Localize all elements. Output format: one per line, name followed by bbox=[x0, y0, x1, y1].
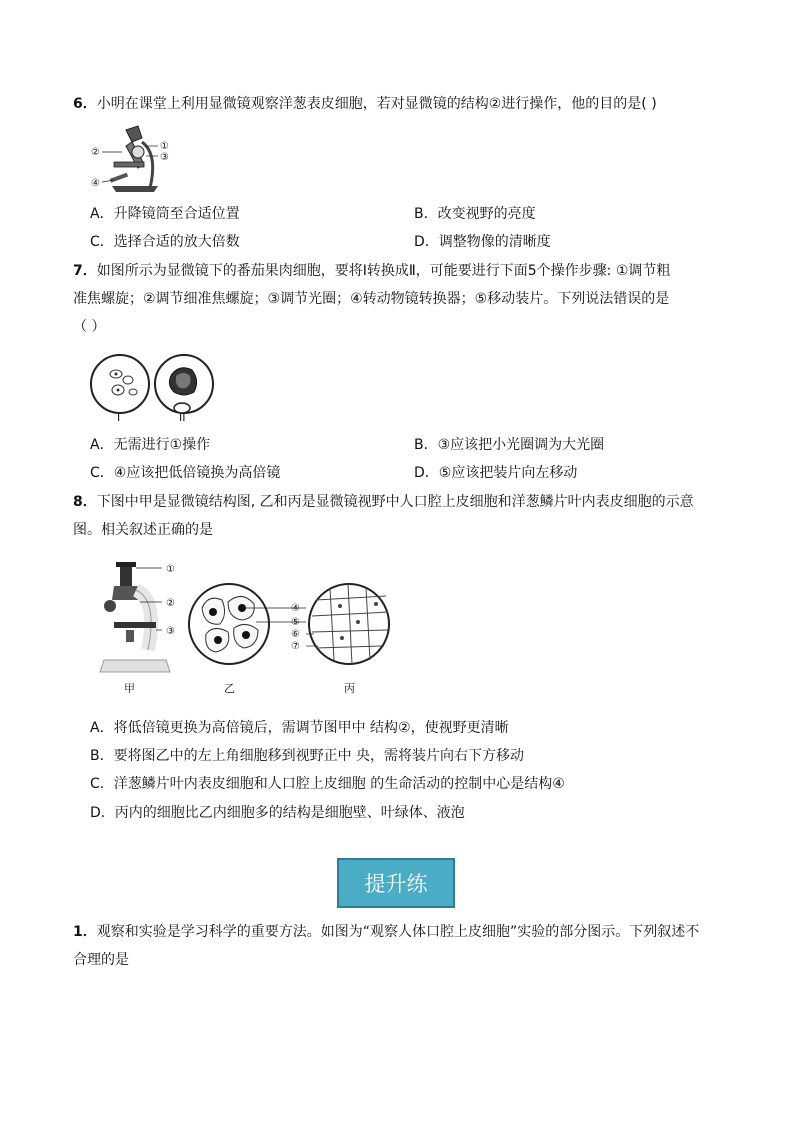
q6-fig-label-2: ② bbox=[91, 147, 100, 158]
q8-option-b[interactable]: B．要将图乙中的左上角细胞移到视野正中 央，需将装片向右下方移动 bbox=[90, 748, 525, 764]
q6-option-b[interactable]: B．改变视野的亮度 bbox=[414, 206, 536, 222]
improve-q1-number: 1． bbox=[73, 924, 97, 940]
q6-stem bbox=[73, 94, 657, 114]
q6-option-d[interactable]: D．调整物像的清晰度 bbox=[414, 234, 551, 250]
q6-fig-label-4: ④ bbox=[91, 178, 100, 189]
q8-fig-cell-6: ⑥ bbox=[291, 629, 300, 640]
q7-fig-label-ii: II bbox=[179, 411, 186, 422]
q8-caption-yi: 乙 bbox=[224, 682, 235, 695]
q8-fig-cell-7: ⑦ bbox=[291, 641, 300, 652]
q8-caption-jia: 甲 bbox=[124, 682, 135, 695]
q8-option-a[interactable]: A．将低倍镜更换为高倍镜后，需调节图甲中 结构②，使视野更清晰 bbox=[90, 720, 509, 736]
q8-caption-bing: 丙 bbox=[344, 682, 355, 695]
q6-fig-label-3: ③ bbox=[160, 152, 169, 163]
q7-text-1: 如图所示为显微镜下的番茄果肉细胞，要将Ⅰ转换成Ⅱ，可能要进行下面5个操作步骤: ①调节粗 bbox=[96, 263, 671, 279]
q7-stem-line2: 准焦螺旋；②调节细准焦螺旋；③调节光圈；④转动物镜转换器；⑤移动装片。下列说法错误的是 bbox=[73, 291, 670, 307]
q7-stem-line1 bbox=[73, 261, 670, 281]
improve-q1-stem-line1 bbox=[73, 922, 699, 942]
q7-option-c[interactable]: C．④应该把低倍镜换为高倍镜 bbox=[90, 465, 281, 481]
q8-fig-scope-2: ② bbox=[166, 598, 175, 609]
q6-option-a[interactable]: A．升降镜筒至合适位置 bbox=[90, 206, 240, 222]
q8-fig-cell-4: ④ bbox=[291, 603, 300, 614]
q6-option-c[interactable]: C．选择合适的放大倍数 bbox=[90, 234, 240, 250]
section-title-badge: 提升练 bbox=[337, 858, 455, 908]
q6-microscope-figure bbox=[88, 124, 183, 194]
q7-stem-line3: （ ） bbox=[73, 319, 106, 335]
q8-microscope-cells-figure bbox=[96, 560, 406, 700]
q8-fig-scope-3: ③ bbox=[166, 626, 175, 637]
q7-option-d[interactable]: D．⑤应该把装片向左移动 bbox=[414, 465, 578, 481]
q8-stem-line1 bbox=[73, 492, 694, 512]
q8-stem-line2: 图。相关叙述正确的是 bbox=[73, 522, 213, 538]
q8-option-c[interactable]: C．洋葱鳞片叶内表皮细胞和人口腔上皮细胞 的生命活动的控制中心是结构④ bbox=[90, 776, 565, 792]
q6-fig-label-1: ① bbox=[160, 141, 169, 152]
q6-text: 小明在课堂上利用显微镜观察洋葱表皮细胞，若对显微镜的结构②进行操作，他的目的是( ) bbox=[96, 96, 657, 112]
q8-text-1: 下图中甲是显微镜结构图, 乙和丙是显微镜视野中人口腔上皮细胞和洋葱鳞片叶内表皮细胞的示意 bbox=[96, 494, 694, 510]
q8-fig-scope-1: ① bbox=[166, 564, 175, 575]
q8-number: 8． bbox=[73, 494, 97, 510]
q8-fig-cell-5: ⑤ bbox=[291, 617, 300, 628]
q8-option-d[interactable]: D．丙内的细胞比乙内细胞多的结构是细胞壁、叶绿体、液泡 bbox=[90, 805, 465, 821]
q7-number: 7． bbox=[73, 263, 97, 279]
q7-option-a[interactable]: A．无需进行①操作 bbox=[90, 437, 211, 453]
improve-q1-stem-line2: 合理的是 bbox=[73, 952, 129, 968]
improve-q1-text-1: 观察和实验是学习科学的重要方法。如图为“观察人体口腔上皮细胞”实验的部分图示。下列叙述不 bbox=[96, 924, 700, 940]
q7-cells-figure bbox=[88, 352, 218, 422]
q7-option-b[interactable]: B．③应该把小光圈调为大光圈 bbox=[414, 437, 605, 453]
q7-fig-label-i: I bbox=[117, 411, 121, 422]
q6-number: 6． bbox=[73, 96, 97, 112]
